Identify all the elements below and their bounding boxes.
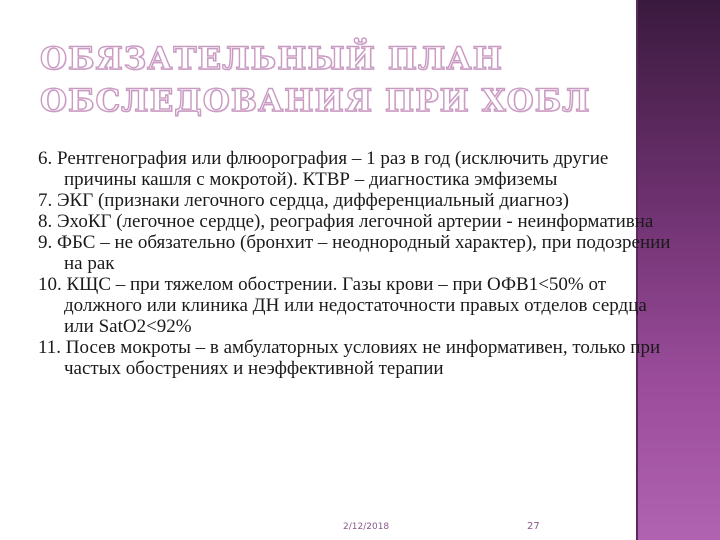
list-item: 6. Рентгенография или флюорография – 1 раз в год (исключить другие причины кашля с мокротой). КТВР – диагностика эмфиземы	[38, 148, 609, 190]
item-list	[38, 148, 678, 379]
list-item: 9. ФБС – не обязательно (бронхит – неоднородный характер), при подозрении на рак	[38, 232, 671, 274]
footer-date: 2/12/2018	[343, 522, 390, 532]
list-item: 7. ЭКГ (признаки легочного сердца, дифференциальный диагноз)	[38, 190, 569, 211]
slide-title-line: ОБСЛЕДОВАНИЯ ПРИ ХОБЛ	[40, 83, 591, 119]
list-item: 8. ЭхоКГ (легочное сердце), реография легочной артерии - неинформативна	[38, 211, 654, 232]
slide-title-line: ОБЯЗАТЕЛЬНЫЙ ПЛАН	[40, 41, 503, 77]
page-number: 27	[527, 521, 540, 532]
slide-title	[40, 38, 600, 122]
list-item: 10. КЩС – при тяжелом обострении. Газы крови – при ОФВ1<50% от должного или клиника ДН или недостаточности правых отделов сердца или SatO2<92%	[38, 274, 647, 337]
list-item: 11. Посев мокроты – в амбулаторных условиях не информативен, только при частых обострениях и неэффективной терапии	[38, 337, 661, 379]
